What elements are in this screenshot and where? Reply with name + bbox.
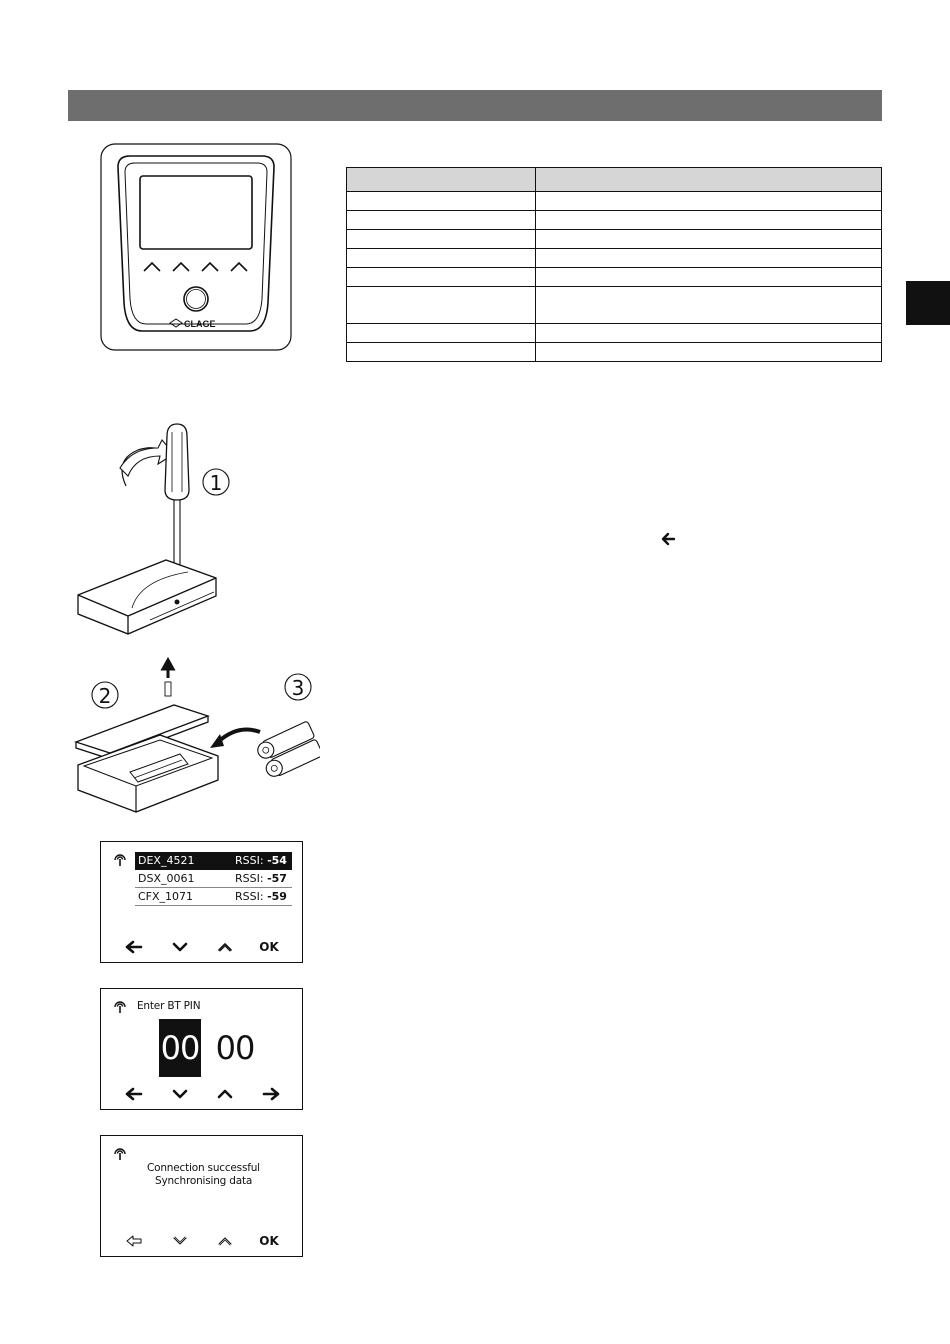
table-cell xyxy=(347,287,536,324)
down-button[interactable] xyxy=(168,1085,192,1103)
device-rssi: RSSI: -59 xyxy=(235,890,287,903)
table-row xyxy=(347,192,882,211)
table-cell xyxy=(536,287,882,324)
step-label-2: 2 xyxy=(98,684,112,708)
ok-label: OK xyxy=(259,1234,279,1248)
back-button[interactable] xyxy=(122,938,146,956)
table-header-cell xyxy=(536,168,882,192)
up-button[interactable] xyxy=(213,1232,237,1250)
table-cell xyxy=(536,268,882,287)
section-header-bar xyxy=(68,90,882,121)
device-rssi: RSSI: -57 xyxy=(235,872,287,885)
table-cell xyxy=(347,343,536,362)
up-button[interactable] xyxy=(213,938,237,956)
chevron-down-icon xyxy=(170,939,190,955)
device-name: CFX_1071 xyxy=(138,890,194,903)
down-button[interactable] xyxy=(168,938,192,956)
up-button[interactable] xyxy=(213,1085,237,1103)
table-row xyxy=(347,268,882,287)
device-list-item[interactable] xyxy=(135,870,292,888)
table-cell xyxy=(536,324,882,343)
connection-success-screen xyxy=(100,1135,303,1257)
back-arrow-outline-icon xyxy=(124,1233,144,1249)
chevron-down-icon xyxy=(170,1086,190,1102)
bluetooth-antenna-icon xyxy=(112,1145,128,1161)
down-button[interactable] xyxy=(168,1232,192,1250)
chevron-up-icon xyxy=(215,1086,235,1102)
step-label-1: 1 xyxy=(209,471,223,495)
table-header-cell xyxy=(347,168,536,192)
table-row xyxy=(347,211,882,230)
spec-table xyxy=(346,167,882,362)
table-row xyxy=(347,230,882,249)
table-cell xyxy=(347,268,536,287)
table-row xyxy=(347,249,882,268)
device-list-item[interactable] xyxy=(135,888,292,906)
status-line-2: Synchronising data xyxy=(155,1175,253,1187)
table-cell xyxy=(347,192,536,211)
table-cell xyxy=(536,192,882,211)
table-cell xyxy=(347,211,536,230)
forward-arrow-icon xyxy=(261,1086,281,1102)
table-header-row xyxy=(347,168,882,192)
back-arrow-icon xyxy=(124,939,144,955)
forward-button[interactable] xyxy=(259,1085,283,1103)
pin-digit[interactable]: 00 xyxy=(215,1029,255,1067)
table-cell xyxy=(536,249,882,268)
device-front-illustration xyxy=(100,143,293,352)
ok-button[interactable] xyxy=(257,1232,281,1250)
status-line-1: Connection successful xyxy=(147,1162,260,1174)
pin-screen-title: Enter BT PIN xyxy=(137,1000,201,1012)
device-list-item-selected[interactable] xyxy=(135,852,292,870)
pin-digit-active[interactable]: 00 xyxy=(159,1019,201,1077)
table-row xyxy=(347,343,882,362)
device-rssi: RSSI: -54 xyxy=(235,854,287,867)
table-row xyxy=(347,287,882,324)
table-row xyxy=(347,324,882,343)
battery-replacement-illustration xyxy=(70,420,320,830)
step-label-3: 3 xyxy=(291,676,305,700)
table-cell xyxy=(347,324,536,343)
pin-entry-screen xyxy=(100,988,303,1110)
brand-label: CLAGE xyxy=(184,319,216,329)
chevron-down-outline-icon xyxy=(170,1233,190,1249)
chevron-up-icon xyxy=(215,939,235,955)
table-cell xyxy=(536,343,882,362)
table-cell xyxy=(347,230,536,249)
chapter-tab xyxy=(906,281,950,325)
bluetooth-antenna-icon xyxy=(112,998,128,1014)
device-name: DSX_0061 xyxy=(138,872,195,885)
back-button[interactable] xyxy=(122,1085,146,1103)
back-arrow-icon xyxy=(660,530,678,548)
table-cell xyxy=(536,211,882,230)
bluetooth-antenna-icon xyxy=(112,851,128,867)
device-list-screen xyxy=(100,841,303,963)
device-name: DEX_4521 xyxy=(138,854,195,867)
ok-button[interactable] xyxy=(257,938,281,956)
table-cell xyxy=(347,249,536,268)
back-arrow-icon xyxy=(124,1086,144,1102)
back-button[interactable] xyxy=(122,1232,146,1250)
chevron-up-outline-icon xyxy=(215,1233,235,1249)
table-cell xyxy=(536,230,882,249)
ok-label: OK xyxy=(259,940,279,954)
